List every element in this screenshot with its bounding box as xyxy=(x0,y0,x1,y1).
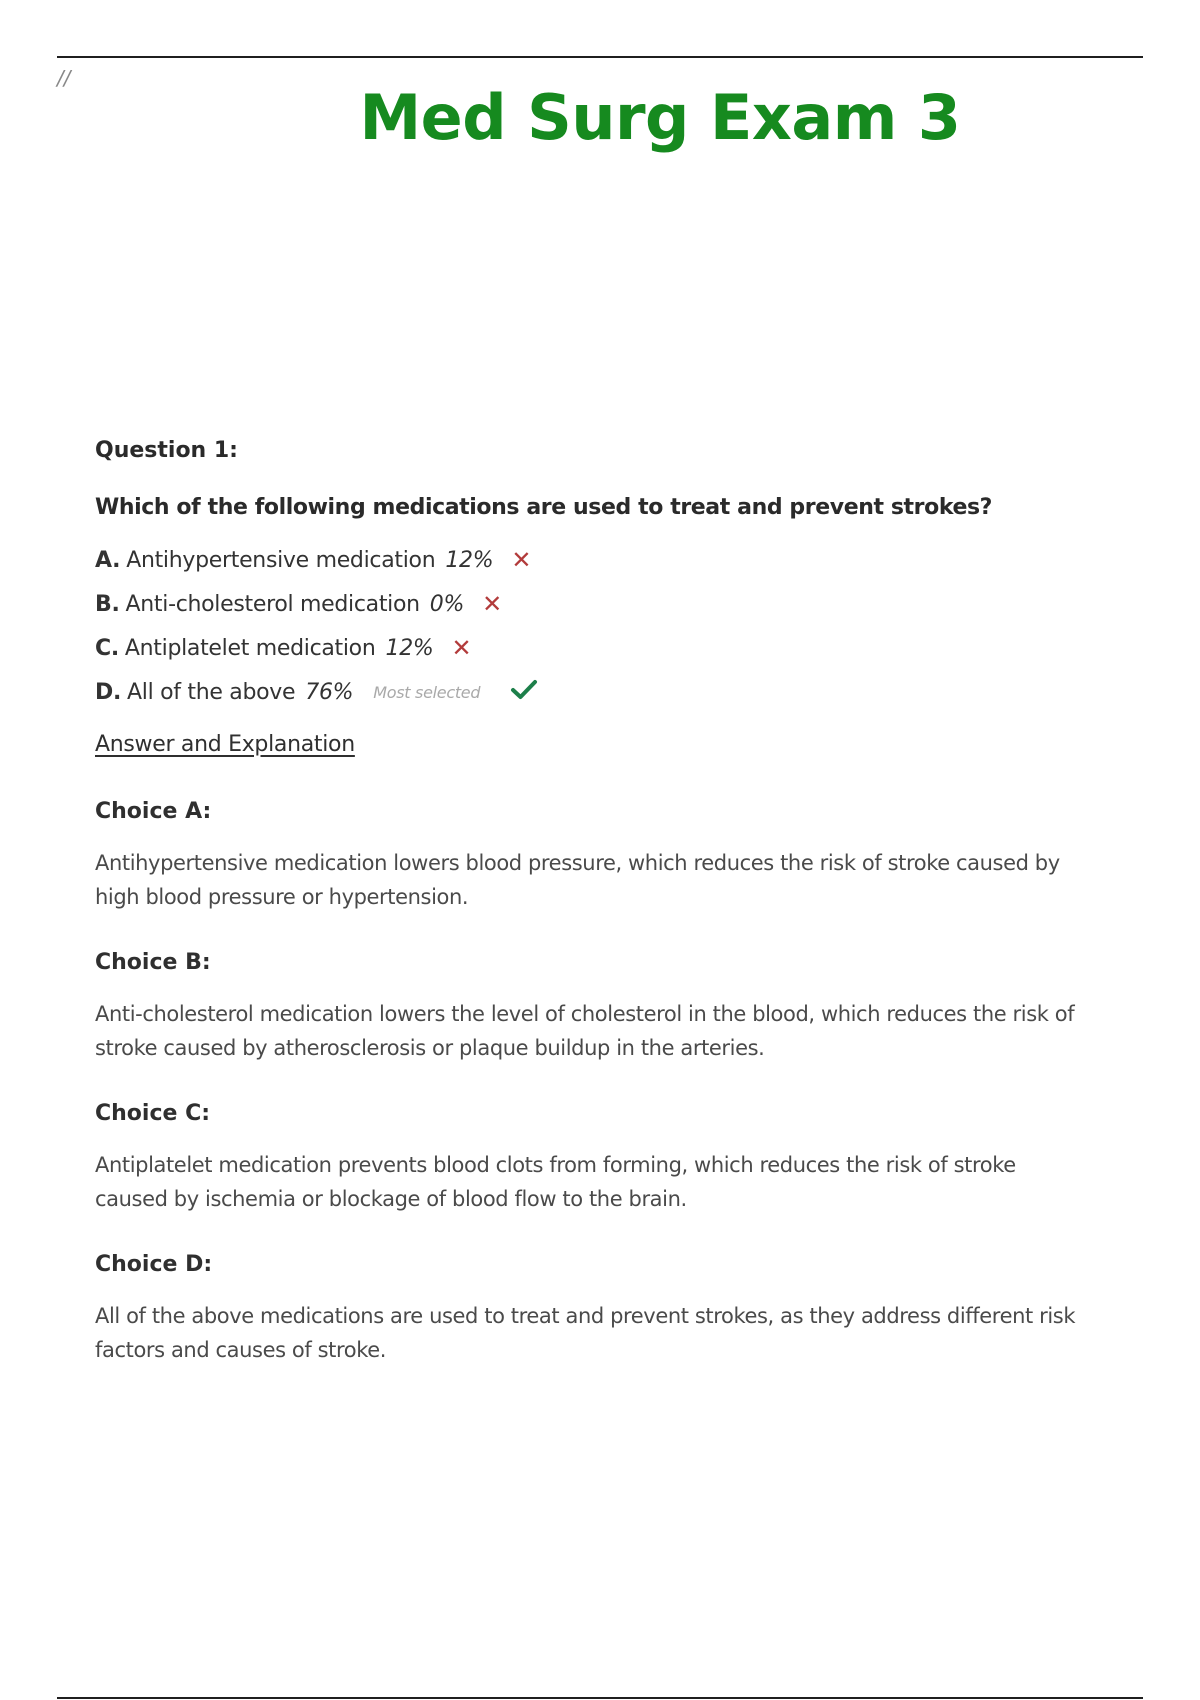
question-text: Which of the following medications are used to treat and prevent strokes? xyxy=(95,495,993,520)
question-content xyxy=(95,438,1085,1367)
option-label: Anti-cholesterol medication xyxy=(125,591,420,617)
choice-explanation: Antihypertensive medication lowers blood pressure, which reduces the risk of stroke caused by high blood pressure or hypertension. xyxy=(95,851,1060,909)
choice-b-section xyxy=(95,950,1085,1065)
option-letter: B. xyxy=(95,591,120,617)
option-b[interactable] xyxy=(95,582,1085,626)
header-slashes: // xyxy=(57,66,71,90)
choice-a-section xyxy=(95,799,1085,914)
most-selected-badge: Most selected xyxy=(373,682,481,702)
option-letter: A. xyxy=(95,547,121,573)
option-letter: C. xyxy=(95,635,119,661)
option-d[interactable] xyxy=(95,670,1085,714)
check-icon xyxy=(510,679,538,705)
choice-explanation: All of the above medications are used to treat and prevent strokes, as they address different risk factors and causes of stroke. xyxy=(95,1304,1076,1362)
option-percent: 12% xyxy=(385,635,434,661)
question-number: Question 1: xyxy=(95,438,238,463)
option-percent: 12% xyxy=(445,547,494,573)
top-rule xyxy=(57,56,1143,58)
x-icon: ✕ xyxy=(482,590,502,618)
choice-explanation: Antiplatelet medication prevents blood clots from forming, which reduces the risk of stroke caused by ischemia or blockage of blood flow to the brain. xyxy=(95,1153,1016,1211)
answer-options xyxy=(95,538,1085,714)
option-percent: 0% xyxy=(429,591,465,617)
option-a[interactable] xyxy=(95,538,1085,582)
choice-title: Choice D: xyxy=(95,1252,213,1277)
option-letter: D. xyxy=(95,679,122,705)
option-label: Antiplatelet medication xyxy=(124,635,376,661)
page-title: Med Surg Exam 3 xyxy=(359,80,961,154)
x-icon: ✕ xyxy=(451,634,472,662)
choice-d-section xyxy=(95,1252,1085,1367)
check-icon-svg xyxy=(510,679,538,701)
choice-explanation: Anti-cholesterol medication lowers the level of cholesterol in the blood, which reduces the risk of stroke caused by atherosclerosis or plaque buildup in the arteries. xyxy=(95,1002,1075,1060)
answer-explanation-link[interactable]: Answer and Explanation xyxy=(95,732,355,757)
choice-title: Choice A: xyxy=(95,799,212,824)
option-percent: 76% xyxy=(305,679,354,705)
option-c[interactable] xyxy=(95,626,1085,670)
option-label: All of the above xyxy=(127,679,296,705)
choice-title: Choice C: xyxy=(95,1101,211,1126)
x-icon: ✕ xyxy=(511,546,532,574)
choice-title: Choice B: xyxy=(95,950,211,975)
choice-c-section xyxy=(95,1101,1085,1216)
option-label: Antihypertensive medication xyxy=(126,547,436,573)
bottom-rule xyxy=(57,1697,1143,1699)
